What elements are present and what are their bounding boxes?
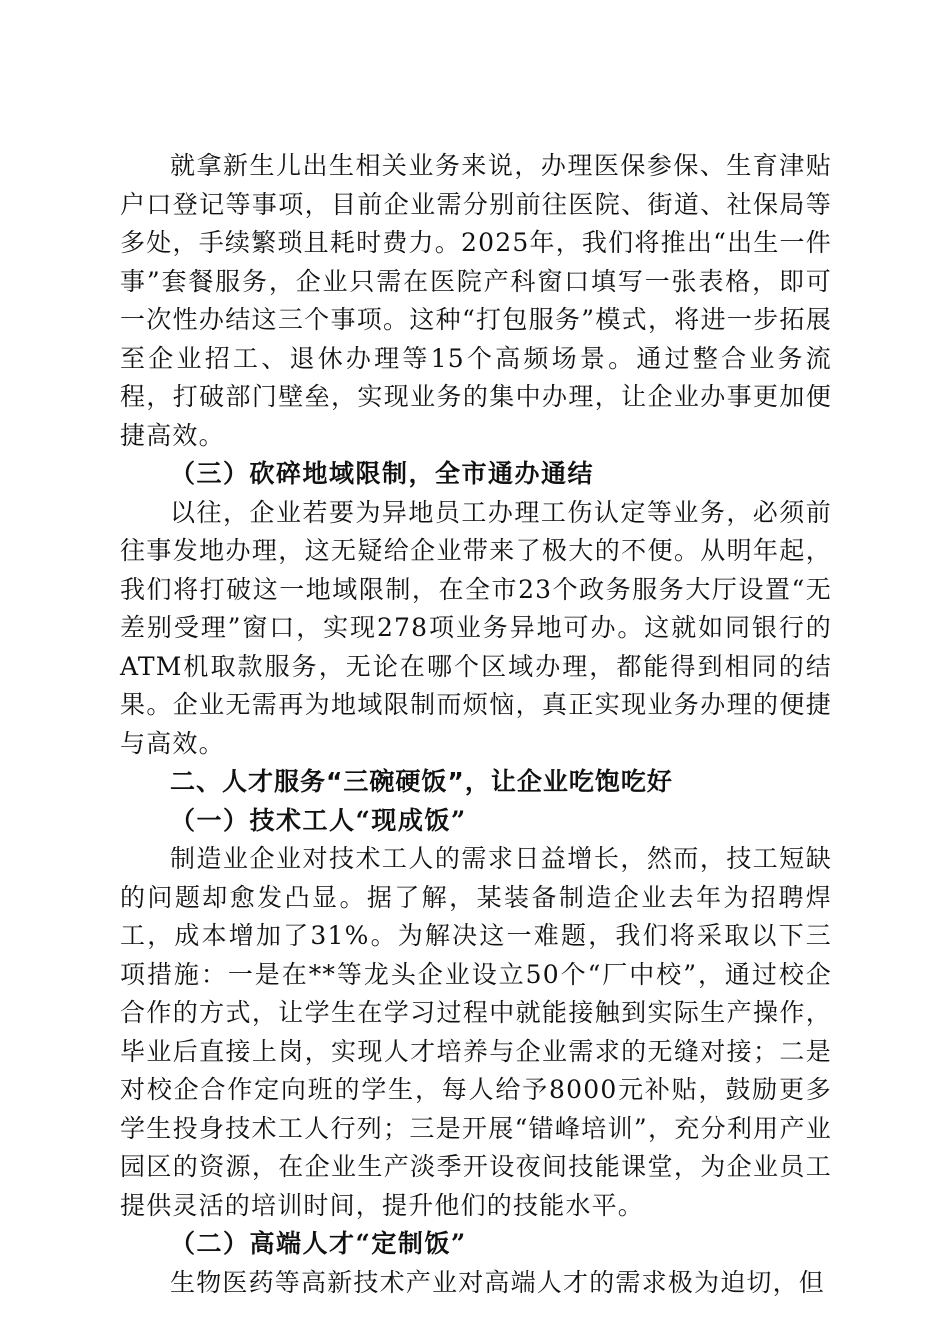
- paragraph-one-stop-birth-services: 就拿新生儿出生相关业务来说，办理医保参保、生育津贴户口登记等事项，目前企业需分别前往医院、街道、社保局等多处，手续繁琐且耗时费力。2025年，我们将推出“出生一件事”套餐服务，企业只需在医院产科窗口填写一张表格，即可一次性办结这三个事项。这种“打包服务”模式，将进一步拓展至企业招工、退休办理等15个高频场景。通过整合业务流程，打破部门壁垒，实现业务的集中办理，让企业办事更加便捷高效。: [120, 151, 832, 450]
- paragraph-high-end-talent: 生物医药等高新技术产业对高端人才的需求极为迫切，但: [170, 1267, 826, 1297]
- document-page: [120, 147, 832, 1302]
- paragraph-cross-region-services: 以往，企业若要为异地员工办理工伤认定等业务，必须前往事发地办理，这无疑给企业带来了极大的不便。从明年起，我们将打破这一地域限制，在全市23个政务服务大厅设置“无差别受理”窗口，实现278项业务异地可办。这就如同银行的ATM机取款服务，无论在哪个区域办理，都能得到相同的结果。企业无需再为地域限制而烦恼，真正实现业务办理的便捷与高效。: [120, 497, 832, 758]
- paragraph-technical-workers: 制造业企业对技术工人的需求日益增长，然而，技工短缺的问题却愈发凸显。据了解，某装备制造企业去年为招聘焊工，成本增加了31%。为解决这一难题，我们将采取以下三项措施：一是在**等龙头企业设立50个“厂中校”，通过校企合作的方式，让学生在学习过程中就能接触到实际生产操作，毕业后直接上岗，实现人才培养与企业需求的无缝对接；二是对校企合作定向班的学生，每人给予8000元补贴，鼓励更多学生投身技术工人行列；三是开展“错峰培训”，充分利用产业园区的资源，在企业生产淡季开设夜间技能课堂，为企业员工提供灵活的培训时间，提升他们的技能水平。: [120, 844, 832, 1220]
- subheading-technical-workers: （一）技术工人“现成饭”: [170, 805, 467, 835]
- subheading-cross-region-services: （三）砍碎地域限制，全市通办通结: [170, 459, 595, 488]
- heading-talent-services: 二、人才服务“三碗硬饭”，让企业吃饱吃好: [170, 767, 673, 796]
- subheading-high-end-talent: （二）高端人才“定制饭”: [170, 1229, 467, 1258]
